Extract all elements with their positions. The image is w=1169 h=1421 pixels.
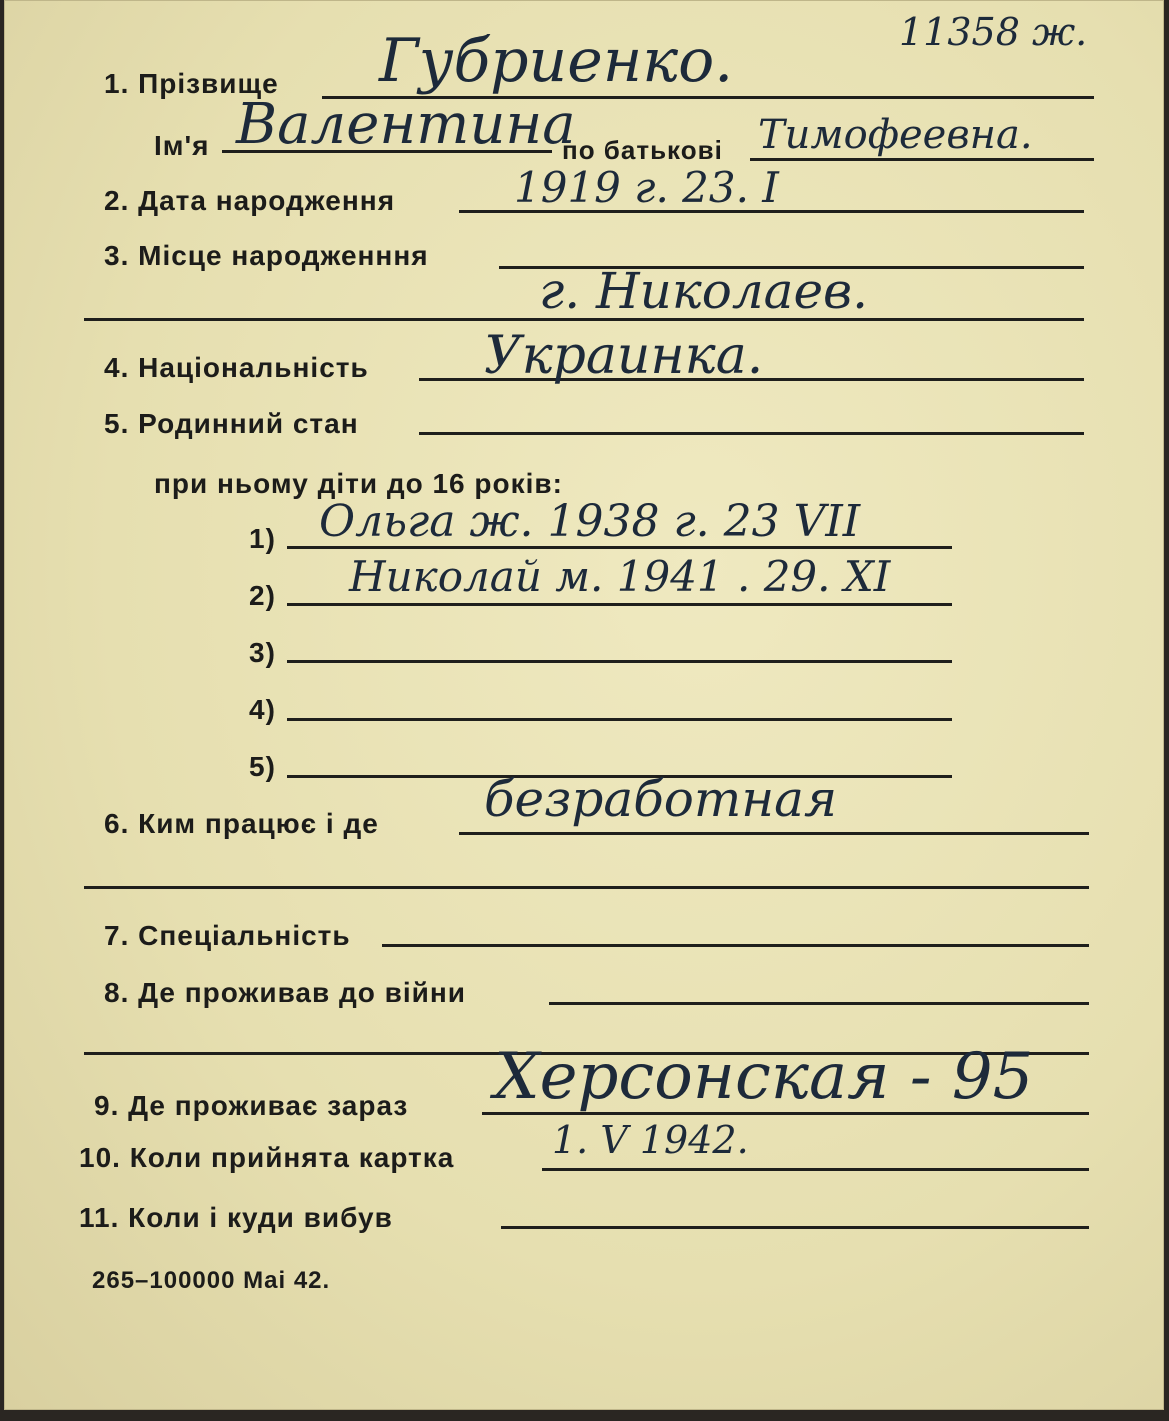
label-name: Ім'я [154,130,210,161]
label-child-3: 3) [249,637,276,668]
value-name: Валентина [236,92,576,157]
label-patronymic: по батькові [562,135,723,165]
line-prewar-residence-1 [549,1002,1089,1005]
line-patronymic [750,158,1094,161]
value-child-2: Николай м. 1941 . 29. XI [349,552,891,601]
value-patronymic: Тимофеевна. [758,112,1033,158]
label-occupation: 6. Ким працює і де [104,808,379,839]
value-nationality: Украинка. [484,326,764,386]
label-surname: 1. Прізвище [104,68,279,99]
line-family-status [419,432,1084,435]
line-departed [501,1226,1089,1229]
label-current-residence: 9. Де проживає зараз [94,1090,409,1121]
label-family-status: 5. Родинний стан [104,408,359,439]
label-birth-place: 3. Місце народженння [104,240,429,271]
label-child-2: 2) [249,580,276,611]
line-child-4 [287,718,952,721]
corner-number: 11358 ж. [899,10,1088,54]
label-child-1: 1) [249,523,276,554]
value-current-residence: Херсонская - 95 [494,1040,1034,1114]
label-departed: 11. Коли і куди вибув [79,1202,393,1233]
line-child-3 [287,660,952,663]
line-occupation-2 [84,886,1089,889]
label-prewar-residence: 8. Де проживав до війни [104,977,466,1008]
line-specialty [382,944,1089,947]
line-child-2 [287,603,952,606]
line-occupation-1 [459,832,1089,835]
printer-footer: 265–100000 Mai 42. [92,1267,331,1294]
registration-card [4,0,1164,1410]
label-child-4: 4) [249,694,276,725]
label-birth-date: 2. Дата народження [104,185,396,216]
value-occupation: безработная [484,770,838,828]
value-birth-date: 1919 г. 23. I [514,163,779,212]
value-birth-place: г. Николаев. [539,262,869,320]
label-specialty: 7. Спеціальність [104,920,351,951]
value-surname: Губриенко. [379,26,734,96]
label-nationality: 4. Національність [104,352,369,383]
line-card-accepted [542,1168,1089,1171]
label-children: при ньому діти до 16 років: [154,468,563,499]
label-child-5: 5) [249,751,276,782]
value-child-1: Ольга ж. 1938 г. 23 VII [319,496,861,547]
label-card-accepted: 10. Коли прийнята картка [79,1142,455,1173]
value-card-accepted: 1. V 1942. [552,1118,749,1162]
